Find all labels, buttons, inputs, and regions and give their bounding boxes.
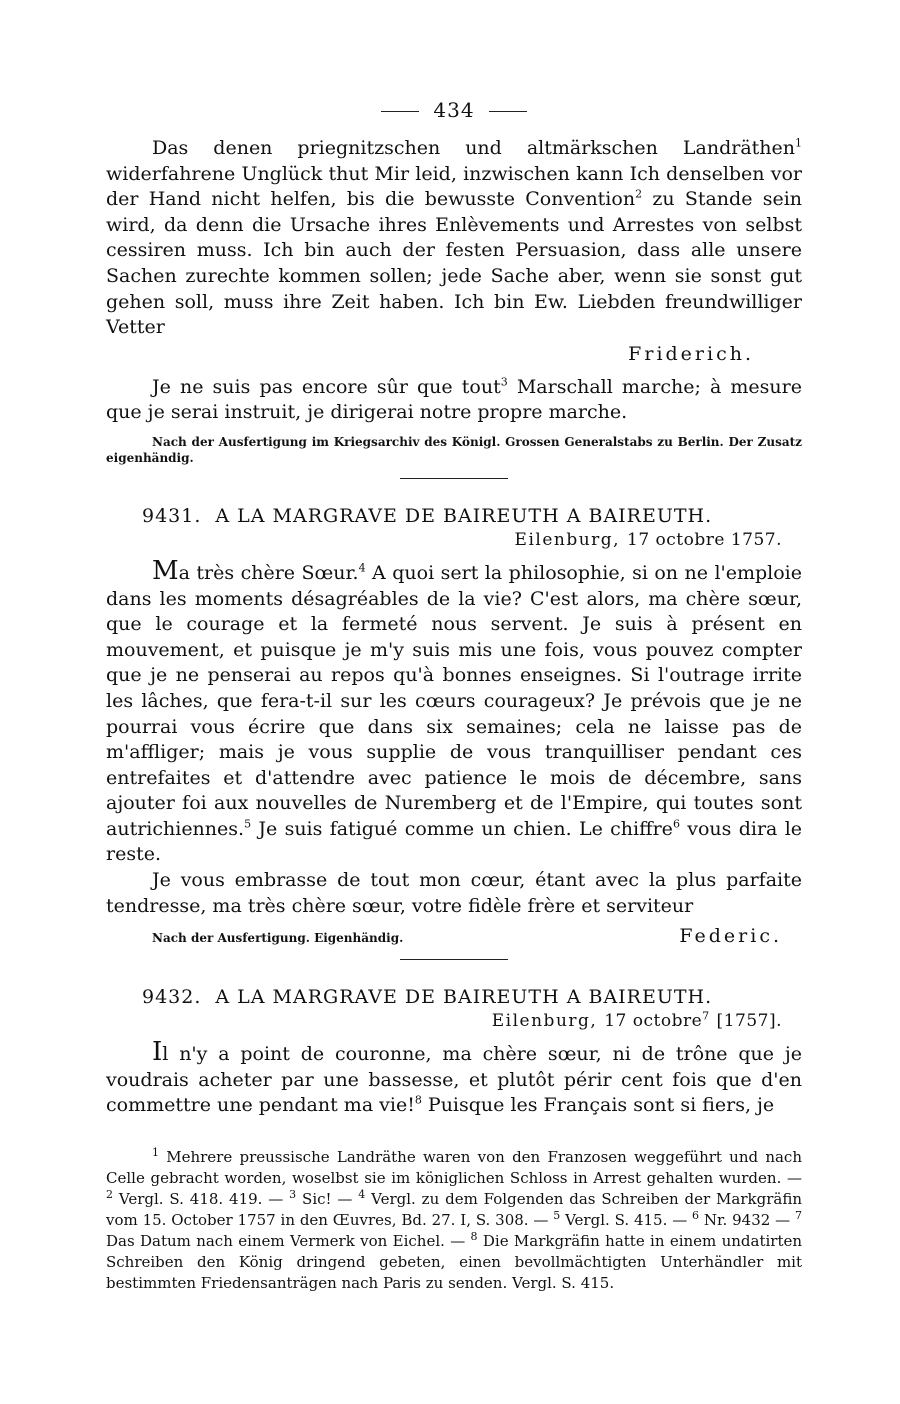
document-page [106, 98, 802, 1294]
footnote-ref-8: 8 [414, 1094, 422, 1108]
letter-signoff [106, 925, 802, 947]
page-header [106, 98, 802, 122]
fragment-text: zu Stande sein wird, da denn die Ursache ihres Enlèvements und Arrestes von selbst cessiren muss. Ich bin auch der festen Persuasion, dass alle unsere Sachen zurechte kommen sollen; jede Sache aber, wenn sie sonst gut gehen soll, muss ihre Zeit haben. Ich bin Ew. Liebden freundwilliger Vetter [106, 188, 803, 339]
footnote-ref-2: 2 [635, 187, 643, 201]
footnote-ref-5: 5 [244, 817, 252, 831]
footnote-text: Die Markgräfin hatte in einem undatirten Schreiben den König dringend gebeten, einen bevollmächtigten Unterhändler mit bestimmten Friedensanträgen nach Paris zu senden. Vergl. S. 415. [106, 1232, 803, 1293]
footnote-ref-4: 4 [358, 561, 366, 575]
letter-source-note: Nach der Ausfertigung. Eigenhändig. [152, 931, 404, 946]
footnote-ref-7: 7 [702, 1009, 711, 1023]
letter-9432 [106, 986, 802, 1119]
fragment-text: widerfahrene Unglück thut Mir leid, inzwischen kann Ich denselben vor der Hand nicht helfen, bis die bewusste Convention [106, 162, 802, 211]
letter-body [106, 1037, 802, 1119]
letter-heading [106, 505, 802, 527]
letter-title: A LA MARGRAVE DE BAIREUTH A BAIREUTH. [215, 986, 713, 1009]
section-divider [400, 478, 508, 479]
footnote-text: Mehrere preussische Landräthe waren von den Franzosen weggeführt und nach Celle gebracht worden, woselbst sie im königlichen Schloss in Arrest gehalten wurden. — [106, 1148, 802, 1188]
footnote-text: Vergl. S. 418. 419. — [113, 1190, 290, 1209]
footnote-text: Sic! — [296, 1190, 359, 1209]
letter-number: 9432. [142, 986, 202, 1009]
postscript-text: Marschall marche; à mesure que je serai instruit, je dirigerai notre propre marche. [106, 375, 802, 424]
footnote-number: 8 [470, 1230, 478, 1244]
section-divider [400, 959, 508, 960]
letter-dateline [106, 1008, 802, 1034]
letter-text: A quoi sert la philosophie, si on ne l'emploie dans les moments désagréables de la vie? C'est alors, ma chère sœur, que le courage et la fermeté nous servent. Je suis à présent en mouvement, et puisque je m'y suis mis une fois, vous pouvez compter que je ne penserai au repos qu'à bonnes enseignes. Si l'outrage irrite les lâches, que fera-t-il sur les cœurs courageux? Je prévois que je ne pourrai vous écrire que dans six semaines; cela ne laisse pas de m'affliger; mais je vous supplie de vous tranquilliser pendant ces entrefaites et d'attendre avec patience le mois de décembre, sans ajouter foi aux nouvelles de Nuremberg et de l'Empire, qui toutes sont autrichiennes. [106, 561, 803, 840]
letter-text: Je suis fatigué comme un chien. Le chiffre [251, 817, 673, 840]
letter-text: vous dira le reste. [106, 817, 803, 866]
letter-closing: Je vous embrasse de tout mon cœur, étant avec la plus parfaite tendresse, ma très chère sœur, votre fidèle frère et serviteur [106, 869, 802, 917]
footnote-text: Vergl. zu dem Folgenden das Schreiben der Markgräfin vom 15. October 1757 in den Œuvres, Bd. 27. I, S. 308. — [106, 1190, 802, 1230]
header-dash-left [381, 111, 419, 112]
footnotes [106, 1147, 802, 1294]
fragment-source-note: Nach der Ausfertigung im Kriegsarchiv des Königl. Grossen Generalstabs zu Berlin. Der Zusatz eigenhändig. [106, 434, 802, 465]
letter-signature: Federic. [679, 925, 782, 948]
letter-place: Eilenburg, [491, 1011, 598, 1032]
footnote-text: Nr. 9432 — [699, 1211, 795, 1230]
letter-text: a très chère Sœur. [178, 561, 359, 584]
letter-9431 [106, 505, 802, 960]
letter-place: Eilenburg, [514, 529, 621, 550]
footnote-number: 1 [152, 1146, 159, 1160]
fragment-signature: Friderich. [628, 342, 754, 365]
footnote-ref-6: 6 [672, 817, 680, 831]
footnote-number: 5 [553, 1209, 561, 1223]
letter-text: Puisque les Français sont si fiers, je [421, 1094, 775, 1117]
letter-date: 17 octobre 1757. [627, 529, 782, 550]
page-number: 434 [433, 98, 475, 122]
footnote-number: 6 [692, 1209, 700, 1223]
footnote-ref-3: 3 [500, 375, 508, 389]
letter-fragment [106, 136, 802, 479]
letter-dateline [106, 527, 802, 553]
footnote-number: 7 [794, 1209, 802, 1223]
letter-text: l n'y a point de couronne, ma chère sœur, ni de trône que je voudrais acheter par une bassesse, et plutôt périr cent fois que d'en commettre une pendant ma vie! [106, 1043, 802, 1117]
postscript-text: Je ne suis pas encore sûr que tout [152, 375, 501, 398]
initial-letter: I [152, 1037, 163, 1068]
letter-number: 9431. [142, 504, 202, 527]
letter-body [106, 555, 803, 868]
letter-heading [106, 986, 802, 1008]
initial-letter: M [152, 555, 179, 586]
fragment-text: Das denen priegnitzschen und altmärkschen Landräthen [152, 137, 795, 159]
footnote-ref-1: 1 [795, 136, 802, 150]
header-dash-right [489, 111, 527, 112]
footnote-text: Vergl. S. 415. — [560, 1211, 693, 1230]
letter-date: 17 octobre [604, 1011, 703, 1032]
letter-title: A LA MARGRAVE DE BAIREUTH A BAIREUTH. [215, 504, 713, 527]
fragment-body [106, 136, 802, 341]
fragment-postscript [106, 375, 802, 426]
footnote-number: 3 [289, 1188, 297, 1202]
footnote-number: 4 [358, 1188, 366, 1202]
footnote-text: Das Datum nach einem Vermerk von Eichel. — [106, 1232, 471, 1251]
letter-date-year: [1757]. [710, 1011, 782, 1032]
footnote-number: 2 [106, 1188, 113, 1202]
